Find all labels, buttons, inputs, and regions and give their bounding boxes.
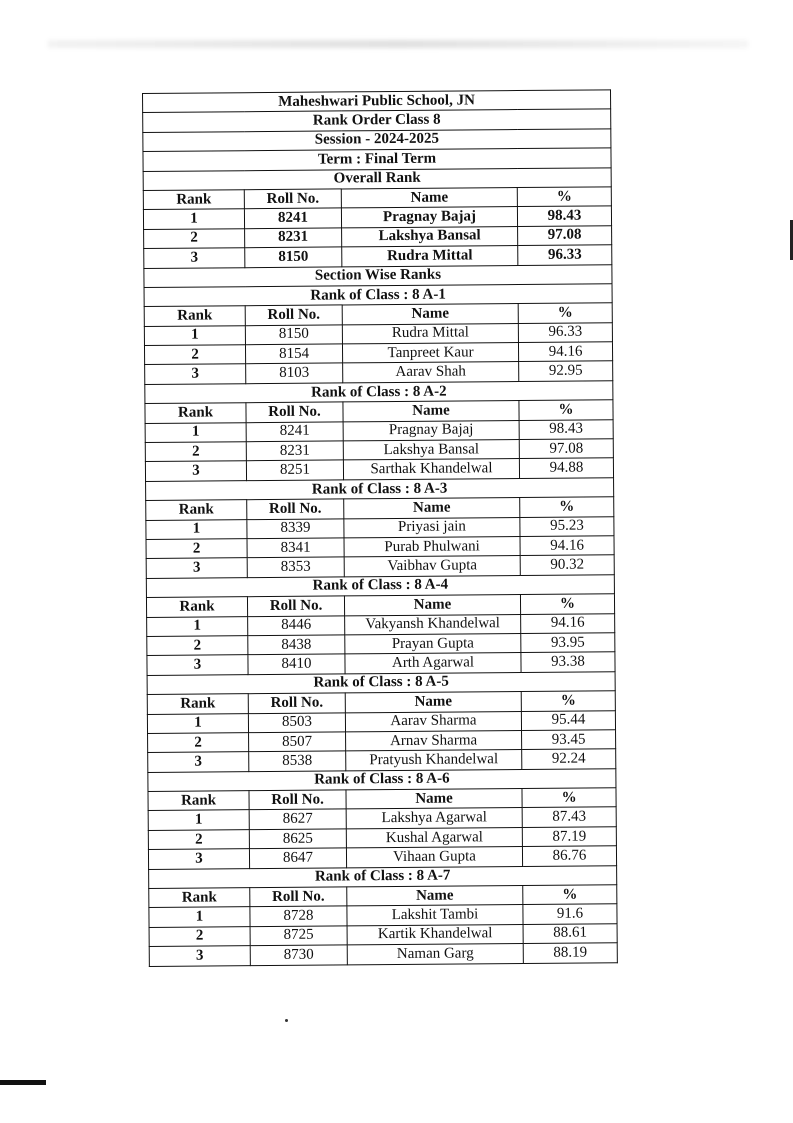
rank-cell: 3 bbox=[148, 752, 249, 772]
name-cell: Naman Garg bbox=[347, 944, 523, 965]
header-roll-no: Roll No. bbox=[250, 887, 347, 907]
section-title: Rank of Class : 8 A-2 bbox=[145, 381, 613, 404]
roll-no-cell: 8730 bbox=[250, 945, 347, 965]
roll-no-cell: 8446 bbox=[248, 615, 345, 635]
percent-cell: 95.23 bbox=[520, 516, 614, 536]
header-roll-no: Roll No. bbox=[248, 693, 345, 713]
percent-cell: 94.16 bbox=[521, 613, 615, 633]
roll-no-cell: 8103 bbox=[246, 363, 343, 383]
report-title: Rank Order Class 8 bbox=[143, 109, 611, 132]
name-cell: Priyasi jain bbox=[344, 517, 520, 538]
school-name: Maheshwari Public School, JN bbox=[143, 90, 611, 113]
name-cell: Prayan Gupta bbox=[345, 633, 521, 654]
name-cell: Arth Agarwal bbox=[345, 653, 521, 674]
percent-cell: 88.19 bbox=[523, 943, 617, 963]
header-name: Name bbox=[346, 789, 522, 810]
percent-cell: 97.08 bbox=[518, 226, 612, 246]
rank-cell: 2 bbox=[148, 830, 249, 850]
header-rank: Rank bbox=[143, 190, 244, 210]
percent-cell: 96.33 bbox=[518, 323, 612, 343]
header-name: Name bbox=[344, 498, 520, 519]
name-cell: Sarthak Khandelwal bbox=[343, 459, 519, 480]
rank-cell: 3 bbox=[146, 558, 247, 578]
name-cell: Tanpreet Kaur bbox=[342, 343, 518, 364]
rank-sheet bbox=[142, 89, 617, 966]
header-percent: % bbox=[523, 885, 617, 905]
roll-no-cell: 8507 bbox=[249, 732, 346, 752]
rank-cell: 3 bbox=[148, 849, 249, 869]
header-percent: % bbox=[521, 691, 615, 711]
roll-no-cell: 8627 bbox=[249, 809, 346, 829]
name-cell: Aarav Shah bbox=[343, 362, 519, 383]
section-title: Rank of Class : 8 A-6 bbox=[148, 768, 616, 791]
roll-no-cell: 8503 bbox=[248, 712, 345, 732]
roll-no-cell: 8625 bbox=[249, 829, 346, 849]
section-wise-heading: Section Wise Ranks bbox=[144, 264, 612, 287]
header-rank: Rank bbox=[147, 694, 248, 714]
section-title: Rank of Class : 8 A-7 bbox=[149, 865, 617, 888]
header-roll-no: Roll No. bbox=[246, 402, 343, 422]
percent-cell: 91.6 bbox=[523, 904, 617, 924]
scan-mark-bottom bbox=[0, 1080, 46, 1085]
name-cell: Purab Phulwani bbox=[344, 537, 520, 558]
overall-rank-heading: Overall Rank bbox=[143, 167, 611, 190]
name-cell: Vaibhav Gupta bbox=[344, 556, 520, 577]
header-name: Name bbox=[341, 188, 517, 209]
rank-cell: 1 bbox=[149, 907, 250, 927]
roll-no-cell: 8538 bbox=[249, 751, 346, 771]
rank-cell: 2 bbox=[147, 636, 248, 656]
roll-no-cell: 8341 bbox=[247, 538, 344, 558]
header-rank: Rank bbox=[146, 597, 247, 617]
percent-cell: 97.08 bbox=[519, 439, 613, 459]
header-name: Name bbox=[347, 886, 523, 907]
roll-no-cell: 8728 bbox=[250, 906, 347, 926]
header-percent: % bbox=[519, 400, 613, 420]
percent-cell: 93.38 bbox=[521, 652, 615, 672]
header-percent: % bbox=[517, 187, 611, 207]
rank-cell: 3 bbox=[144, 248, 245, 268]
header-name: Name bbox=[342, 304, 518, 325]
roll-no-cell: 8438 bbox=[248, 635, 345, 655]
rank-cell: 1 bbox=[148, 810, 249, 830]
name-cell: Pragnay Bajaj bbox=[341, 207, 517, 228]
rank-cell: 1 bbox=[146, 519, 247, 539]
name-cell: Lakshya Agarwal bbox=[346, 808, 522, 829]
percent-cell: 94.16 bbox=[518, 342, 612, 362]
header-name: Name bbox=[345, 692, 521, 713]
section-row bbox=[149, 943, 617, 966]
name-cell: Vihaan Gupta bbox=[346, 847, 522, 868]
roll-no-cell: 8339 bbox=[247, 519, 344, 539]
rank-cell: 1 bbox=[145, 422, 246, 442]
percent-cell: 92.95 bbox=[519, 361, 613, 381]
header-rank: Rank bbox=[148, 791, 249, 811]
name-cell: Rudra Mittal bbox=[342, 323, 518, 344]
header-percent: % bbox=[520, 497, 614, 517]
roll-no-cell: 8150 bbox=[245, 325, 342, 345]
percent-cell: 98.43 bbox=[519, 419, 613, 439]
percent-cell: 90.32 bbox=[520, 555, 614, 575]
scan-shadow-top bbox=[48, 40, 748, 48]
percent-cell: 98.43 bbox=[517, 206, 611, 226]
rank-cell: 2 bbox=[146, 539, 247, 559]
term-label: Term : Final Term bbox=[143, 148, 611, 171]
percent-cell: 86.76 bbox=[522, 846, 616, 866]
roll-no-cell: 8647 bbox=[249, 848, 346, 868]
header-name: Name bbox=[344, 595, 520, 616]
percent-cell: 93.45 bbox=[522, 730, 616, 750]
rank-cell: 1 bbox=[143, 209, 244, 229]
name-cell: Aarav Sharma bbox=[345, 711, 521, 732]
name-cell: Kushal Agarwal bbox=[346, 827, 522, 848]
header-rank: Rank bbox=[146, 500, 247, 520]
rank-cell: 1 bbox=[147, 713, 248, 733]
rank-cell: 3 bbox=[145, 364, 246, 384]
roll-no-cell: 8251 bbox=[246, 460, 343, 480]
roll-no-cell: 8725 bbox=[250, 926, 347, 946]
rank-table-body bbox=[143, 90, 618, 966]
rank-cell: 1 bbox=[144, 325, 245, 345]
name-cell: Pratyush Khandelwal bbox=[346, 750, 522, 771]
rank-table bbox=[142, 89, 618, 966]
rank-cell: 1 bbox=[147, 616, 248, 636]
percent-cell: 95.44 bbox=[521, 710, 615, 730]
roll-no-cell: 8353 bbox=[247, 557, 344, 577]
name-cell: Lakshya Bansal bbox=[342, 226, 518, 247]
name-cell: Rudra Mittal bbox=[342, 246, 518, 267]
roll-no-cell: 8150 bbox=[245, 247, 342, 267]
section-title: Rank of Class : 8 A-5 bbox=[147, 672, 615, 695]
name-cell: Kartik Khandelwal bbox=[347, 924, 523, 945]
session-label: Session - 2024-2025 bbox=[143, 129, 611, 152]
rank-cell: 2 bbox=[149, 926, 250, 946]
section-title: Rank of Class : 8 A-3 bbox=[146, 478, 614, 501]
roll-no-cell: 8154 bbox=[245, 344, 342, 364]
header-percent: % bbox=[518, 303, 612, 323]
rank-cell: 3 bbox=[147, 655, 248, 675]
percent-cell: 96.33 bbox=[518, 245, 612, 265]
rank-cell: 2 bbox=[148, 733, 249, 753]
rank-cell: 2 bbox=[144, 228, 245, 248]
header-roll-no: Roll No. bbox=[244, 189, 341, 209]
header-rank: Rank bbox=[144, 306, 245, 326]
rank-cell: 2 bbox=[144, 345, 245, 365]
header-roll-no: Roll No. bbox=[249, 790, 346, 810]
percent-cell: 94.88 bbox=[519, 458, 613, 478]
percent-cell: 94.16 bbox=[520, 536, 614, 556]
scan-speck bbox=[285, 1019, 288, 1022]
percent-cell: 93.95 bbox=[521, 633, 615, 653]
name-cell: Arnav Sharma bbox=[346, 730, 522, 751]
percent-cell: 87.19 bbox=[522, 827, 616, 847]
percent-cell: 92.24 bbox=[522, 749, 616, 769]
rank-cell: 3 bbox=[149, 946, 250, 966]
rank-cell: 2 bbox=[145, 442, 246, 462]
roll-no-cell: 8231 bbox=[246, 441, 343, 461]
section-title: Rank of Class : 8 A-1 bbox=[144, 284, 612, 307]
header-roll-no: Roll No. bbox=[247, 499, 344, 519]
header-roll-no: Roll No. bbox=[247, 596, 344, 616]
percent-cell: 88.61 bbox=[523, 924, 617, 944]
name-cell: Lakshit Tambi bbox=[347, 905, 523, 926]
roll-no-cell: 8410 bbox=[248, 654, 345, 674]
name-cell: Vakyansh Khandelwal bbox=[345, 614, 521, 635]
roll-no-cell: 8241 bbox=[246, 422, 343, 442]
name-cell: Lakshya Bansal bbox=[343, 440, 519, 461]
name-cell: Pragnay Bajaj bbox=[343, 420, 519, 441]
header-percent: % bbox=[522, 788, 616, 808]
section-title: Rank of Class : 8 A-4 bbox=[146, 575, 614, 598]
header-name: Name bbox=[343, 401, 519, 422]
rank-cell: 3 bbox=[145, 461, 246, 481]
roll-no-cell: 8241 bbox=[244, 208, 341, 228]
header-roll-no: Roll No. bbox=[245, 305, 342, 325]
header-rank: Rank bbox=[149, 888, 250, 908]
header-percent: % bbox=[520, 594, 614, 614]
percent-cell: 87.43 bbox=[522, 807, 616, 827]
roll-no-cell: 8231 bbox=[245, 228, 342, 248]
header-rank: Rank bbox=[145, 403, 246, 423]
